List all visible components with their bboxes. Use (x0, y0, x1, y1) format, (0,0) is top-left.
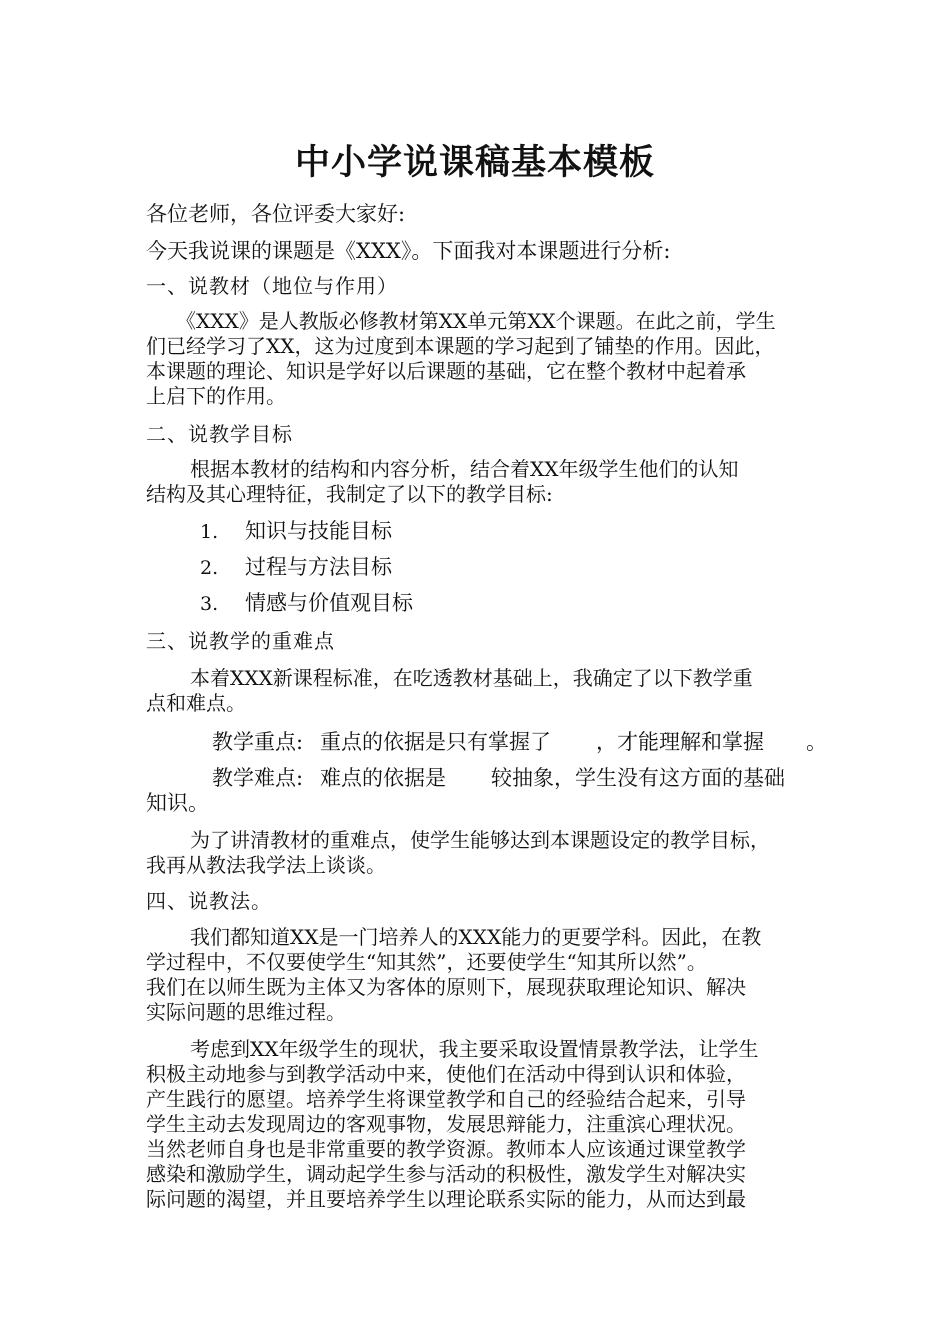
section-2-heading: 二、说教学目标 (146, 422, 293, 446)
difficult-point-text-c: 知识。 (146, 791, 209, 815)
paragraph-line: 们已经学习了XX，这为过度到本课题的学习起到了铺垫的作用。因此， (146, 334, 775, 358)
intro-line: 今天我说课的课题是《XXX》。下面我对本课题进行分析: (146, 239, 671, 263)
section-1-heading: 一、说教材（地位与作用） (146, 274, 398, 298)
paragraph-line: 我们都知道XX是一门培养人的XXX能力的更要学科。因此，在教 (190, 925, 762, 949)
paragraph-line: 点和难点。 (146, 691, 246, 715)
paragraph-line: 实际问题的思维过程。 (146, 1000, 346, 1024)
document-title: 中小学说课稿基本模板 (294, 142, 655, 183)
paragraph-line: 根据本教材的结构和内容分析，结合着XX年级学生他们的认知 (190, 457, 739, 481)
section-4-paragraph-2 (146, 1037, 758, 1212)
key-point-text-c: 。 (806, 730, 827, 754)
paragraph-line: 产生践行的愿望。培养学生将课堂教学和自己的经验结合起来，引导 (146, 1087, 746, 1111)
paragraph-line: 学生主动去发现周边的客观事物，发展思辩能力，注重滨心理状况。 (146, 1112, 746, 1136)
paragraph-line: 学过程中，不仅要使学生“知其然”，还要使学生“知其所以然”。 (146, 950, 707, 974)
goal-number: 1. (200, 521, 219, 543)
paragraph-line: 结构及其心理特征，我制定了以下的教学目标: (146, 482, 553, 506)
paragraph-line: 本着XXX新课程标准，在吃透教材基础上，我确定了以下教学重 (190, 666, 753, 690)
greeting: 各位老师，各位评委大家好: (146, 202, 406, 226)
section-4-paragraph-1 (146, 925, 761, 1025)
paragraph-line: 上启下的作用。 (146, 384, 286, 408)
goal-text: 过程与方法目标 (245, 555, 392, 579)
key-point-text-b: ，才能理解和掌握 (596, 730, 764, 754)
paragraph-line: 我再从教法我学法上谈谈。 (146, 853, 386, 877)
section-4-heading: 四、说教法。 (146, 889, 272, 913)
paragraph-line: 为了讲清教材的重难点，使学生能够达到本课题设定的教学目标， (190, 828, 770, 852)
section-2-paragraph (146, 457, 738, 507)
key-point-text-a: 重点的依据是只有掌握了 (320, 730, 551, 754)
difficult-point-label: 教学难点: (212, 766, 304, 790)
goal-number: 2. (200, 557, 219, 579)
paragraph-line: 际问题的渴望，并且要培养学生以理论联系实际的能力，从而达到最 (146, 1187, 746, 1211)
goal-text: 情感与价值观目标 (245, 591, 413, 615)
paragraph-line: 考虑到XX年级学生的现状，我主要采取设置情景教学法，让学生 (190, 1037, 759, 1061)
paragraph-line: 积极主动地参与到教学活动中来，使他们在活动中得到认识和体验， (146, 1062, 746, 1086)
paragraph-line: 感染和激励学生，调动起学生参与活动的积极性，激发学生对解决实 (146, 1162, 746, 1186)
goal-number: 3. (200, 593, 219, 615)
section-3-paragraph (146, 666, 753, 716)
difficult-point-text-b: 较抽象，学生没有这方面的基础 (491, 766, 785, 790)
paragraph-line: 本课题的理论、知识是学好以后课题的基础，它在整个教材中起着承 (146, 359, 746, 383)
section-3-heading: 三、说教学的重难点 (146, 629, 335, 653)
key-point-label: 教学重点: (212, 730, 304, 754)
goal-text: 知识与技能目标 (245, 519, 392, 543)
difficult-point-text-a: 难点的依据是 (320, 766, 446, 790)
paragraph-line: 当然老师自身也是非常重要的教学资源。教师本人应该通过课堂教学 (146, 1137, 746, 1161)
paragraph-line: 我们在以师生既为主体又为客体的原则下，展现获取理论知识、解决 (146, 975, 746, 999)
section-3-closing (146, 828, 770, 878)
paragraph-line: 《XXX》是人教版必修教材第XX单元第XX个课题。在此之前，学生 (176, 309, 776, 333)
section-1-paragraph (146, 309, 776, 409)
